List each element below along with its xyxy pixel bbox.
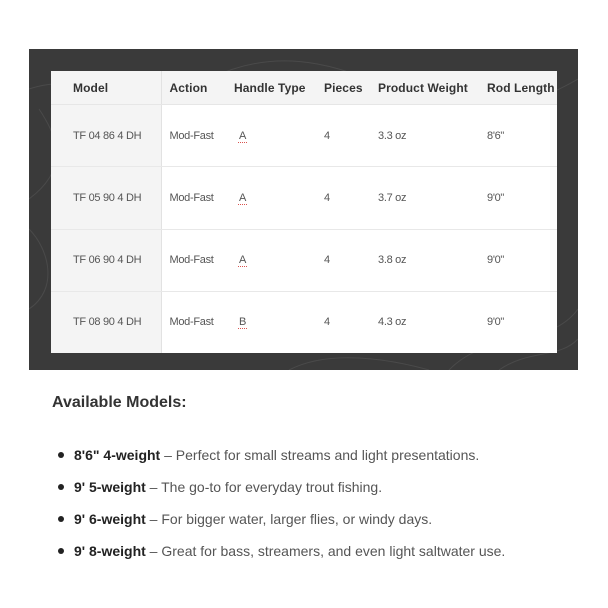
cell-handle-type: [226, 167, 316, 229]
model-label: 8'6" 4-weight: [74, 447, 161, 463]
bullet-icon: [58, 452, 64, 458]
cell-action: Mod-Fast: [169, 316, 214, 329]
handle-type-value: A: [239, 254, 247, 267]
model-description: – The go-to for everyday trout fishing.: [145, 479, 383, 495]
cell-action: Mod-Fast: [161, 167, 226, 229]
cell-product-weight: 3.7 oz: [370, 167, 479, 229]
header-action: Action: [161, 71, 226, 105]
cell-model: TF 04 86 4 DH: [51, 105, 161, 167]
handle-type-value: B: [239, 316, 247, 329]
cell-model: TF 06 90 4 DH: [51, 229, 161, 291]
cell-action: Mod-Fast: [161, 229, 226, 291]
cell-model: TF 08 90 4 DH: [51, 291, 161, 353]
table-row: [51, 229, 557, 291]
list-item: [52, 444, 582, 476]
bullet-icon: [58, 484, 64, 490]
header-rod-length: Rod Length: [479, 71, 557, 105]
header-pieces: Pieces: [316, 71, 370, 105]
cell-pieces: 4: [324, 316, 330, 329]
rod-spec-table: [51, 71, 557, 353]
model-description: – Perfect for small streams and light presentations.: [160, 447, 480, 463]
cell-model: TF 05 90 4 DH: [51, 167, 161, 229]
table-row: [51, 167, 557, 229]
table-row: [51, 291, 557, 353]
handle-type-value: A: [239, 129, 247, 142]
cell-pieces: 4: [316, 167, 370, 229]
list-item: [52, 476, 582, 508]
cell-product-weight: 3.8 oz: [370, 229, 479, 291]
header-product-weight: Product Weight: [370, 71, 479, 105]
cell-rod-length: 8'6": [479, 105, 557, 167]
model-label: 9' 6-weight: [74, 511, 146, 527]
list-item: [52, 540, 582, 572]
bullet-icon: [58, 548, 64, 554]
header-model: Model: [51, 71, 161, 105]
cell-rod-length: 9'0": [479, 167, 557, 229]
cell-rod-length: 9'0": [487, 316, 505, 329]
model-label: 9' 8-weight: [74, 543, 146, 559]
model-description: – For bigger water, larger flies, or windy days.: [145, 511, 433, 527]
cell-handle-type: [226, 291, 316, 353]
cell-handle-type: [226, 229, 316, 291]
model-label: 9' 5-weight: [74, 479, 146, 495]
list-item: [52, 508, 582, 540]
available-models-list: [52, 444, 582, 572]
cell-pieces: 4: [316, 105, 370, 167]
cell-rod-length: 9'0": [479, 229, 557, 291]
model-description: – Great for bass, streamers, and even light saltwater use.: [145, 543, 506, 559]
cell-pieces: 4: [316, 229, 370, 291]
cell-handle-type: [226, 105, 316, 167]
cell-action: Mod-Fast: [161, 105, 226, 167]
handle-type-value: A: [239, 191, 247, 204]
table-header-row: [51, 71, 557, 105]
bullet-icon: [58, 516, 64, 522]
cell-product-weight: 4.3 oz: [378, 316, 407, 329]
table-row: [51, 105, 557, 167]
available-models-heading: Available Models:: [52, 394, 187, 411]
header-handle-type: Handle Type: [226, 71, 316, 105]
cell-product-weight: 3.3 oz: [370, 105, 479, 167]
